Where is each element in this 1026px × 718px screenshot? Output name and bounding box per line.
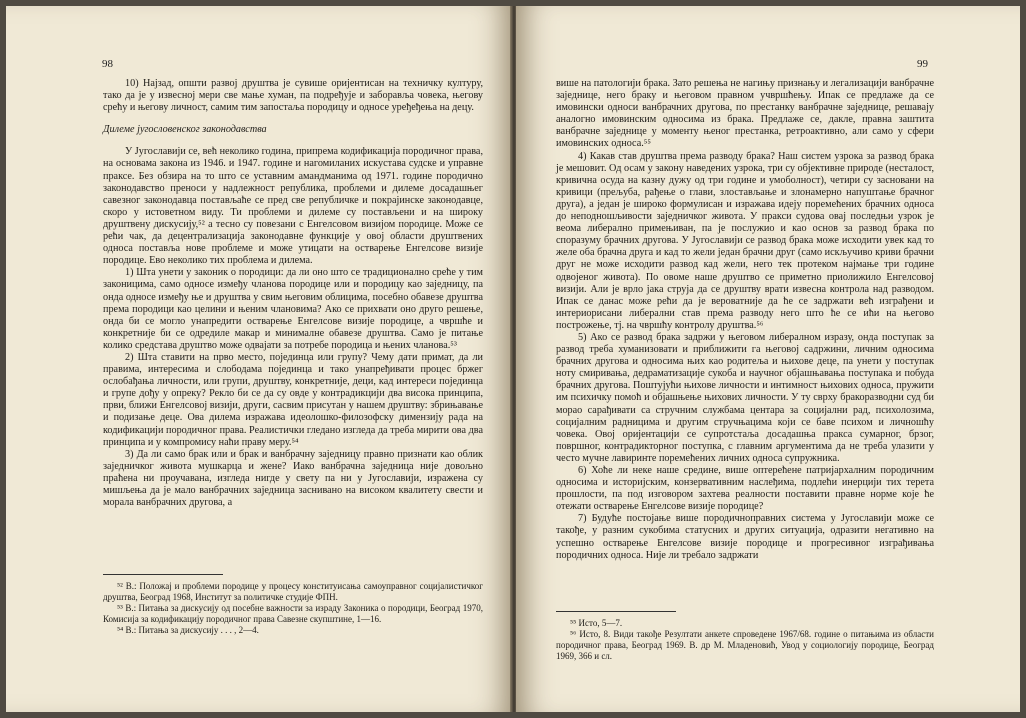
page-number: 98 <box>102 58 113 70</box>
right-page <box>516 6 1020 712</box>
footnote: ⁵⁵ Исто, 5—7. <box>570 618 623 628</box>
paragraph: 3) Да ли само брак или и брак и ванбрачну заједницу правно признати као облик заједничког живота мушкарца и жене? Иако ванбрачна заједница није довољно праћена ни проучавана, изгледа нигде у свету па ни у Југославији, изражена су мишљења да је мало ванбрачних заједница заснивано на високом квалитету свести и морала ванбрачних другова, а <box>103 448 483 509</box>
body-text <box>103 78 483 509</box>
paragraph: 4) Какав став друштва према разводу брака? Наш систем узрока за развод брака је мешовит. Од осам у закону наведених узрока, три су објективне природе (несталост, кривична осуда на казну дужу од три године и умоболност), четири су засновани на кривици (прељуба, рађење о глави, злостављање и злонамерно напуштање брачног друга), а један је широко формулисан и изражава идеју поремећених брачних односа до неподношљивости заједничког живота. У пракси судова овај последњи узрок је веома либерално примењиван, па је послужио и као основ за развод брака по споразуму брачних другова. У Југославији се развод брака може исходити увек кад то желе оба брачна друга и кад то жели један брачни друг (само искључиво криви брачни друг не може исходити развод кад жели, него тек протеком најмање три године одвојеног живота). По овоме наше друштво се приметно приолижило Енгелсовој визији. Али је врло јака струја да се друштву врати извесна контрола над разводом. Ипак се данас може рећи да је вероватније да ће се задржати већ изграђени и интериорисани либерални став према разводу него што ће се ићи на његово построжење, тј. на чвршћу контролу друштва.⁵⁶ <box>556 150 934 331</box>
footnote-rule <box>556 611 676 612</box>
paragraph: У Југославији се, већ неколико година, припрема кодификација породичног права, на основама закона из 1946. и 1947. године и нагомиланих искустава судске и управне праксе. Без обзира на то што се уставним амандманима од 1971. године породично законодавство преноси у надлежност република, проблеми и дилеме досадашњег савезног законодавца постављаће се пред све републичке и покрајинске законодавце, скоро у истоветном виду. Ти проблеми и дилеме су постављени и на широку друштвену дискусију,⁵² а тесно су повезани с Енгелсовом визијом породице. Може се рећи чак, да децентрализација законодавне функције у овој области друштвених односа поставља нове проблеме и може утицати на остварење Енгелсове визије породице. Ево неколико тих проблема и дилема. <box>103 146 483 267</box>
paragraph: 7) Будуће постојање више породичноправних система у Југославији може се такође, у разним сукобима статусних и других ситуација, одразити негативно на успешно остварење Енгелсове визије породице и прогресивног изграђивања породичних односа. Није ли требало задржати <box>556 513 934 561</box>
section-heading: Дилеме југословенског законодавства <box>103 124 267 136</box>
footnote: ⁵⁴ В.: Питања за дискусију . . . , 2—4. <box>117 625 259 635</box>
paragraph: више на патологији брака. Зато решења не нагињу признању и легализацији ванбрачне заједнице, него браку и његовом правном учвршћењу. Ипак се предлаже да се имовински односи ванбрачних другова, по престанку ванбрачне заједнице, решавају аналогно имовинским односима из брака. Предлаже се, дакле, правна заштита ванбрачне заједнице у моменту њеног престанка, ретроактивно, али само у сфери имовинских односа.⁵⁵ <box>556 78 934 150</box>
footnote: ⁵⁶ Исто, 8. Види такође Резултати анкете спроведене 1967/68. године о питањима из области породичног права, Београд 1969. В. др М. Младеновић, Увод у социологију породице, Београд 1969, 366 и сл. <box>556 629 934 661</box>
footnote-rule <box>103 574 223 575</box>
paragraph: 10) Најзад, општи развој друштва је сувише оријентисан на техничку културу, тако да је у извесној мери све мање хуман, па подређује и заборавља човека, његову срећу и његову личност, самим тим запостаља породицу и односе уређеђења на децу. <box>103 78 483 114</box>
paragraph: 2) Шта ставити на прво место, појединца или групу? Чему дати примат, да ли правима, интересима и слободама појединца и тако унапређивати процес бржег ослобађања личности, или групи, друштву, конкретније, деци, кад интереси појединца и групе дођу у опреку? Рекло би се да су овде у контрадикцији два висока принципа, први, ближи Енгелсовој визији, други, сасвим присутан у нашем друштву: збрињавање и подизање деце. Ова дилема изражава идеолошко-филозофску димензију рада на кодификацији породичног права. Реалистички гледано изгледа да треба мирити ова два принципа и у компромису наћи праву меру.⁵⁴ <box>103 351 483 448</box>
page-number: 99 <box>917 58 928 70</box>
paragraph: 5) Ако се развод брака задржи у његовом либералном изразу, онда поступак за развод треба хуманизовати и приближити га његовој садржини, личним односима брачних другова и односима њих као родитеља и њихове деце, па унети у поступак ноту смиривања, дедраматизације сукоба и научног објашњавања поступака и побуда брачних другова. Поштујући њихове личности и интимност њихових односа, пружити им психичку помоћ и објашњење њихових личности. У ту сврху бракоразводни суд би морао сарађивати са стручним службама центара за социјални рад, психолозима, социјалним радницима и другим стручњацима који се баве психом и личношћу човека. Овој оријентацији се супротстаља досадашња пракса сумарног, брзог, површног, контрадикторног поступка, с главним аргументима да не треба улазити у често мучне лавиринте поремећених личних односа супружника. <box>556 331 934 464</box>
paragraph: 6) Хоће ли неке наше средине, више оптерећене патријархалним породичним односима и историјским, конзервативним наслеђима, подлећи инерцији тих терета прошлости, па под изговором захтева реалности поставити правне норме које ће отежати остварење Енгелсове визије породице? <box>556 465 934 513</box>
footnote: ⁵² В.: Положај и проблеми породице у процесу конституисања самоуправног социјалистичког друштва, Београд 1968, Институт за политичке студије ФПН. <box>103 581 483 602</box>
footnote: ⁵³ В.: Питања за дискусију од посебне важности за израду Законика о породици, Београд 1970, Комисија за кодификацију породичног права Савезне скупштине, 1—16. <box>103 603 483 624</box>
body-text <box>556 78 934 562</box>
paragraph: 1) Шта унети у законик о породици: да ли оно што се традиционално среће у тим законицима, само односе између чланова породице или и породицу као заједницу, па онда односе између ње и друштва у свим његовим облицима, посебно обавезе друштва према породици као целини и њеним члановима? Ако се прихвати оно друго решење, онда би се могло унапредити остварење Енгелсове визије породице, а чвршће и конкретније би се одредиле макар и минималне обавезе друштва. Само је питање колико средстава друштво може одвајати за потребе породица и њених чланова.⁵³ <box>103 267 483 351</box>
left-page <box>6 6 512 712</box>
footnotes <box>103 574 483 636</box>
footnotes <box>556 611 934 662</box>
